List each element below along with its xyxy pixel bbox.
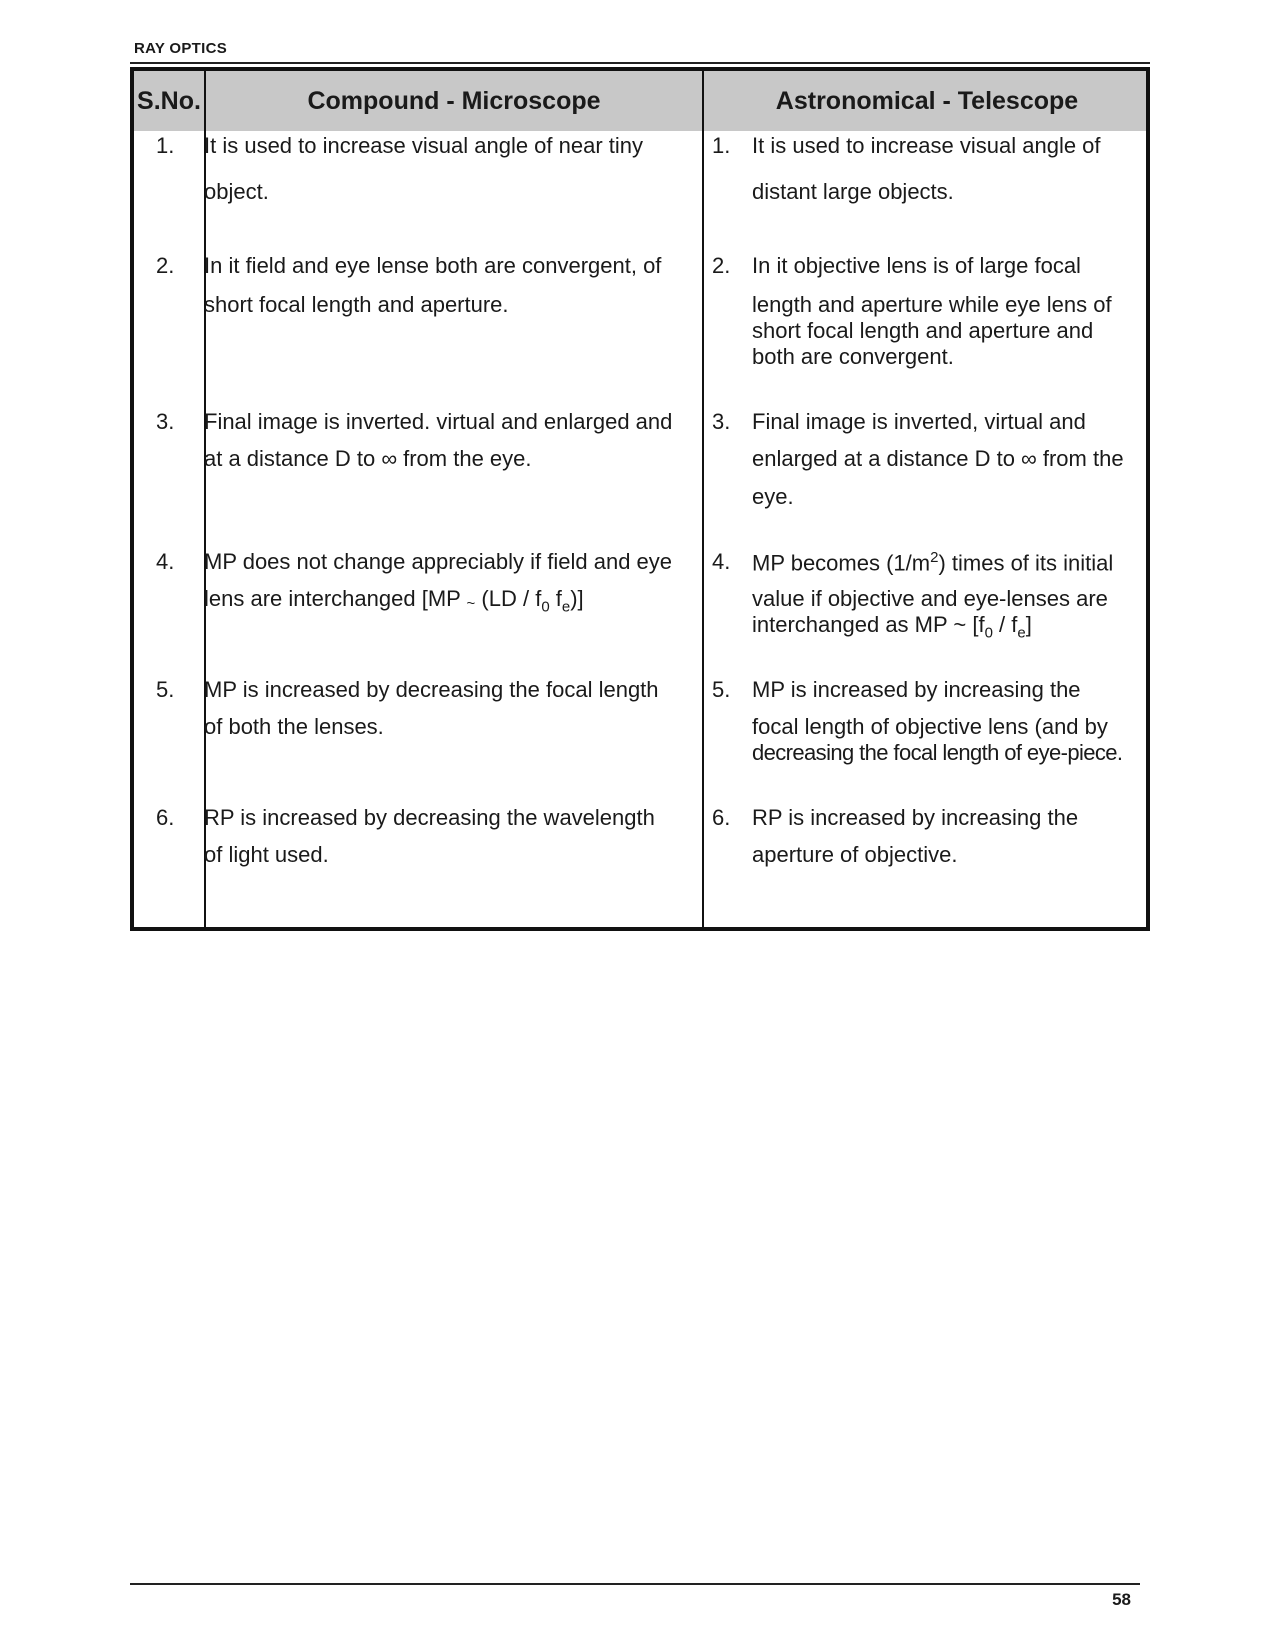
microscope-text-line: RP is increased by decreasing the wavelength bbox=[204, 805, 655, 830]
microscope-text-line: MP is increased by decreasing the focal length bbox=[204, 677, 659, 702]
telescope-text-line: eye. bbox=[752, 484, 794, 509]
telescope-row-number: 4. bbox=[712, 549, 731, 574]
microscope-text-line: MP does not change appreciably if field and eye bbox=[204, 549, 673, 574]
page-header-title: RAY OPTICS bbox=[134, 40, 228, 57]
microscope-text-line: at a distance D to ∞ from the eye. bbox=[204, 446, 532, 471]
row-number: 1. bbox=[156, 133, 175, 158]
microscope-text-line: object. bbox=[204, 179, 269, 204]
comparison-table bbox=[130, 67, 1150, 931]
telescope-text-line: value if objective and eye-lenses are bbox=[752, 586, 1108, 611]
row-number: 3. bbox=[156, 409, 175, 434]
telescope-text-line: enlarged at a distance D to ∞ from the bbox=[752, 446, 1124, 471]
telescope-text-line: MP is increased by increasing the bbox=[752, 677, 1081, 702]
telescope-text-line: In it objective lens is of large focal bbox=[752, 253, 1081, 278]
microscope-text-line: In it field and eye lense both are convergent, of bbox=[204, 253, 662, 278]
telescope-text-line: aperture of objective. bbox=[752, 842, 958, 867]
microscope-text-line: It is used to increase visual angle of near tiny bbox=[204, 133, 644, 158]
row-number: 4. bbox=[156, 549, 175, 574]
telescope-row-number: 3. bbox=[712, 409, 731, 434]
row-number: 5. bbox=[156, 677, 175, 702]
telescope-text-line: MP becomes $(1/m^2)$ times of its initial bbox=[752, 549, 1114, 576]
page-number: 58 bbox=[1112, 1590, 1131, 1609]
telescope-row-number: 2. bbox=[712, 253, 731, 278]
telescope-row-number: 5. bbox=[712, 677, 731, 702]
telescope-text-line: Final image is inverted, virtual and bbox=[752, 409, 1086, 434]
telescope-text-line: decreasing the focal length of eye-piece. bbox=[752, 740, 1123, 765]
microscope-text-line: lens are interchanged [MP ~ ($LD / f_0$ $f_e$)] bbox=[204, 586, 584, 616]
telescope-text-line: RP is increased by increasing the bbox=[752, 805, 1079, 830]
telescope-text-line: interchanged as MP ~ $[f_0 / f_e]$ bbox=[752, 612, 1032, 642]
telescope-text-line: It is used to increase visual angle of bbox=[752, 133, 1101, 158]
header-rule bbox=[130, 62, 1150, 64]
telescope-text-line: short focal length and aperture and bbox=[752, 318, 1094, 343]
telescope-text-line: focal length of objective lens (and by bbox=[752, 714, 1108, 739]
column-divider bbox=[702, 71, 704, 927]
telescope-row-number: 6. bbox=[712, 805, 731, 830]
telescope-text-line: distant large objects. bbox=[752, 179, 954, 204]
column-header-telescope: Astronomical - Telescope bbox=[775, 87, 1079, 115]
telescope-text-line: both are convergent. bbox=[752, 344, 954, 369]
microscope-text-line: of light used. bbox=[204, 842, 329, 867]
telescope-text-line: length and aperture while eye lens of bbox=[752, 292, 1112, 317]
column-header-sno: S.No. bbox=[137, 87, 201, 115]
row-number: 6. bbox=[156, 805, 175, 830]
footer-rule bbox=[130, 1583, 1140, 1585]
column-header-microscope: Compound - Microscope bbox=[307, 87, 601, 115]
row-number: 2. bbox=[156, 253, 175, 278]
microscope-text-line: short focal length and aperture. bbox=[204, 292, 509, 317]
microscope-text-line: of both the lenses. bbox=[204, 714, 384, 739]
microscope-text-line: Final image is inverted. virtual and enlarged and bbox=[204, 409, 673, 434]
approx-symbol: ~ bbox=[466, 595, 476, 612]
telescope-row-number: 1. bbox=[712, 133, 731, 158]
